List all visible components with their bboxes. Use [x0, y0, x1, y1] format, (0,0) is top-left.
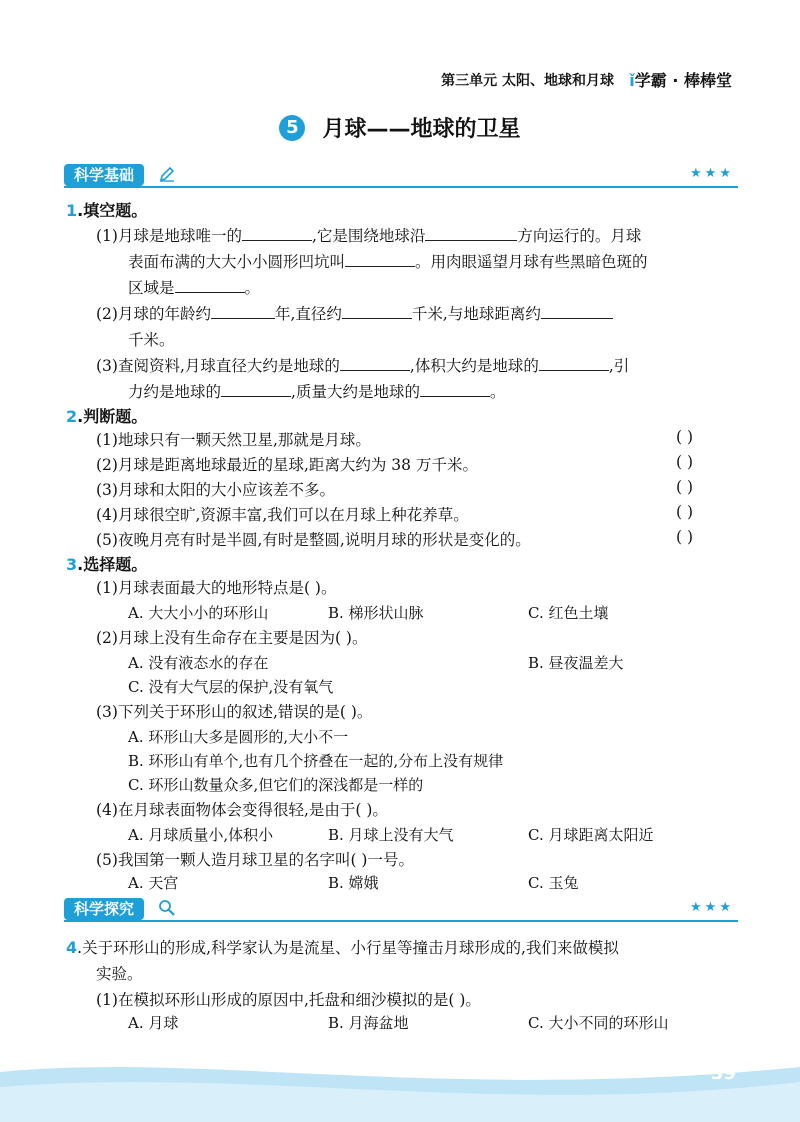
answer-paren[interactable]: ( ) [676, 428, 694, 446]
section-explore-header [64, 898, 738, 922]
option-a[interactable]: A. 没有液态水的存在 [128, 654, 269, 672]
lesson-title: 月球——地球的卫星 [322, 117, 521, 142]
answer-blank[interactable] [345, 250, 415, 267]
q1-line-5: 千米。 [128, 331, 175, 349]
difficulty-stars: ★★★ [690, 166, 734, 181]
brand-name: 学霸 · 棒棒堂 [634, 71, 732, 90]
option-c[interactable]: C. 没有大气层的保护,没有氧气 [128, 678, 334, 696]
question-title: .判断题。 [77, 407, 148, 426]
question-3-heading [66, 552, 147, 575]
question-number: 3 [66, 555, 78, 574]
answer-blank[interactable] [211, 302, 275, 319]
q1-line-3: 区域是 。 [128, 276, 260, 298]
q4-stem-1: (1)在模拟环形山形成的原因中,托盘和细沙模拟的是( )。 [96, 991, 481, 1009]
difficulty-stars: ★★★ [690, 900, 734, 915]
q3-stem-2: (2)月球上没有生命存在主要是因为( )。 [96, 629, 368, 647]
q3-stem-1: (1)月球表面最大的地形特点是( )。 [96, 579, 337, 597]
q3-stem-4: (4)在月球表面物体会变得很轻,是由于( )。 [96, 801, 388, 819]
option-c[interactable]: C. 玉兔 [528, 874, 579, 892]
q2-item-3: (3)月球和太阳的大小应该差不多。 [96, 481, 335, 499]
question-4-heading [66, 936, 619, 958]
answer-blank[interactable] [420, 380, 490, 397]
option-b[interactable]: B. 月海盆地 [328, 1014, 409, 1032]
lesson-title-row [0, 112, 800, 143]
magnifier-icon [158, 899, 176, 921]
answer-blank[interactable] [242, 224, 312, 241]
lesson-number-badge: 5 [279, 115, 305, 141]
section-basic-header [64, 164, 738, 188]
option-b[interactable]: B. 环形山有单个,也有几个挤叠在一起的,分布上没有规律 [128, 752, 504, 770]
q1-line-7: 力约是地球的 ,质量大约是地球的 。 [128, 380, 505, 402]
option-b[interactable]: B. 嫦娥 [328, 874, 379, 892]
option-a[interactable]: A. 大大小小的环形山 [128, 604, 269, 622]
answer-blank[interactable] [342, 302, 412, 319]
section-explore-label: 科学探究 [64, 898, 144, 920]
section-divider [64, 920, 738, 922]
page-header [0, 68, 800, 92]
section-divider [64, 186, 738, 188]
answer-blank[interactable] [539, 354, 609, 371]
answer-blank[interactable] [175, 276, 245, 293]
q1-line-2: 表面布满的大大小小圆形凹坑叫 。用肉眼遥望月球有些黑暗色斑的 [128, 250, 648, 272]
option-c[interactable]: C. 大小不同的环形山 [528, 1014, 669, 1032]
q4-title-cont: 实验。 [96, 965, 143, 983]
section-basic-label: 科学基础 [64, 164, 144, 186]
brand-mark-icon: ǐ [629, 71, 635, 90]
option-a[interactable]: A. 环形山大多是圆形的,大小不一 [128, 728, 349, 746]
answer-paren[interactable]: ( ) [676, 528, 694, 546]
answer-paren[interactable]: ( ) [676, 478, 694, 496]
q2-item-4: (4)月球很空旷,资源丰富,我们可以在月球上种花养草。 [96, 506, 469, 524]
question-2-heading [66, 404, 147, 427]
pencil-icon [158, 165, 176, 187]
option-c[interactable]: C. 月球距离太阳近 [528, 826, 654, 844]
answer-blank[interactable] [425, 224, 517, 241]
answer-blank[interactable] [541, 302, 613, 319]
option-c[interactable]: C. 红色土壤 [528, 604, 609, 622]
q1-line-1: (1)月球是地球唯一的 ,它是围绕地球沿 方向运行的。月球 [96, 224, 641, 246]
unit-title: 第三单元 太阳、地球和月球 [441, 73, 614, 89]
q2-item-2: (2)月球是距离地球最近的星球,距离大约为 38 万千米。 [96, 456, 478, 474]
option-a[interactable]: A. 月球 [128, 1014, 179, 1032]
q3-stem-5: (5)我国第一颗人造月球卫星的名字叫( )一号。 [96, 851, 414, 869]
question-title: .选择题。 [77, 555, 148, 574]
question-number: 2 [66, 407, 78, 426]
question-1-heading [66, 198, 147, 221]
q2-item-1: (1)地球只有一颗天然卫星,那就是月球。 [96, 431, 371, 449]
option-b[interactable]: B. 昼夜温差大 [528, 654, 624, 672]
answer-paren[interactable]: ( ) [676, 503, 694, 521]
answer-paren[interactable]: ( ) [676, 453, 694, 471]
q1-line-4: (2)月球的年龄约 年,直径约 千米,与地球距离约 [96, 302, 613, 324]
option-c[interactable]: C. 环形山数量众多,但它们的深浅都是一样的 [128, 776, 424, 794]
answer-blank[interactable] [340, 354, 410, 371]
answer-blank[interactable] [221, 380, 291, 397]
option-a[interactable]: A. 月球质量小,体积小 [128, 826, 274, 844]
option-b[interactable]: B. 梯形状山脉 [328, 604, 424, 622]
question-number: 1 [66, 201, 78, 220]
brand-logo [629, 68, 732, 91]
page-number: 39 [710, 1063, 736, 1084]
q1-line-6: (3)查阅资料,月球直径大约是地球的 ,体积大约是地球的 ,引 [96, 354, 629, 376]
option-b[interactable]: B. 月球上没有大气 [328, 826, 454, 844]
question-title: .关于环形山的形成,科学家认为是流星、小行星等撞击月球形成的,我们来做模拟 [77, 939, 619, 957]
option-a[interactable]: A. 天宫 [128, 874, 179, 892]
question-number: 4 [66, 938, 78, 957]
q3-stem-3: (3)下列关于环形山的叙述,错误的是( )。 [96, 703, 373, 721]
q2-item-5: (5)夜晚月亮有时是半圆,有时是整圆,说明月球的形状是变化的。 [96, 531, 531, 549]
question-title: .填空题。 [77, 201, 148, 220]
footer-wave [0, 1032, 800, 1122]
